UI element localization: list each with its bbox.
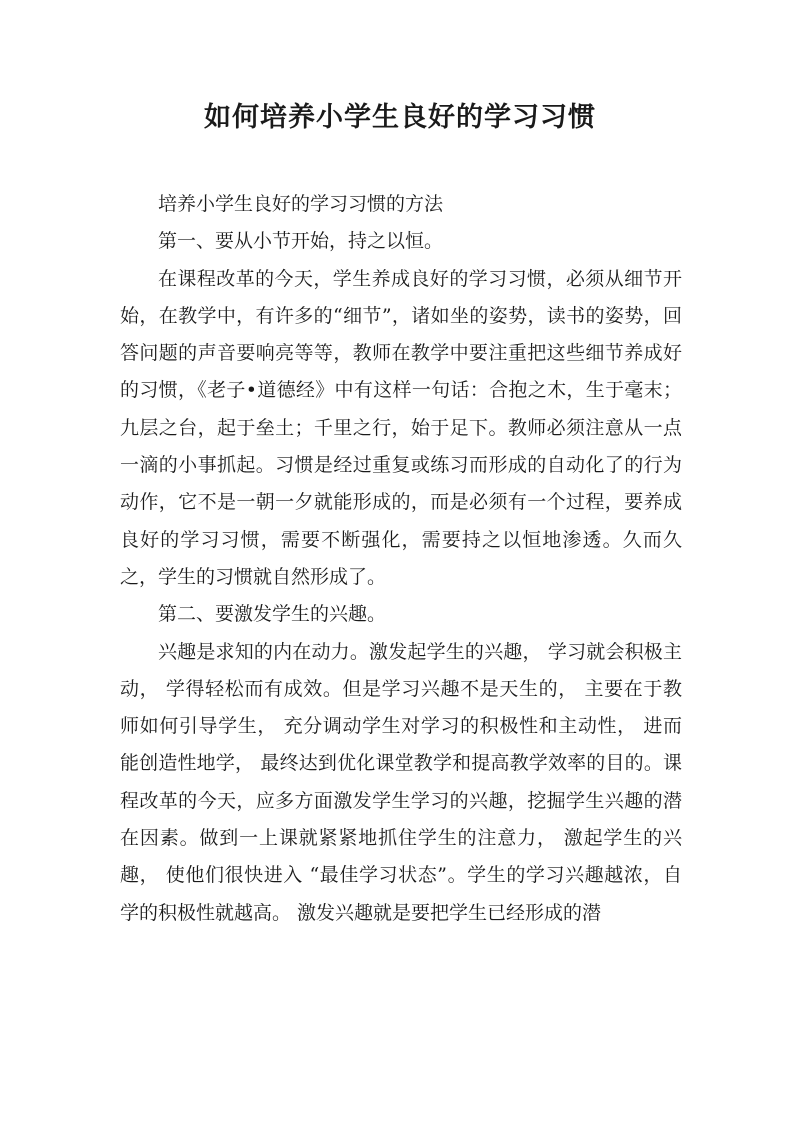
- document-title: 如何培养小学生良好的学习习惯: [204, 102, 596, 133]
- paragraph-body-1: 在课程改革的今天，学生养成良好的学习习惯，必须从细节开始，在教学中，有许多的“细节”，诸如坐的姿势，读书的姿势，回答问题的声音要响亮等等，教师在教学中要注重把这些细节养成好的习惯，《老子•道德经》中有这样一句话：合抱之木，生于毫末；九层之台，起于垒土；千里之行，始于足下。教师必须注意从一点一滴的小事抓起。习惯是经过重复或练习而形成的自动化了的行为动作，它不是一朝一夕就能形成的，而是必须有一个过程，要养成良好的学习习惯，需要不断强化，需要持之以恒地渗透。久而久之，学生的习惯就自然形成了。: [120, 267, 682, 588]
- paragraph-subtitle: 培养小学生良好的学习习惯的方法: [158, 193, 444, 215]
- paragraph-heading-2: 第二、要激发学生的兴趣。: [158, 603, 387, 626]
- paragraph-body-2: 兴趣是求知的内在动力。激发起学生的兴趣， 学习就会积极主动， 学得轻松而有成效。但是学习兴趣不是天生的， 主要在于教师如何引导学生， 充分调动学生对学习的积极性和主动性， 进而能创造性地学， 最终达到优化课堂教学和提高教学效率的目的。课程改革的今天，应多方面激发学生学习的兴趣，挖掘学生兴趣的潜在因素。做到一上课就紧紧地抓住学生的注意力， 激起学生的兴趣， 使他们很快进入 “最佳学习状态”。学生的学习兴趣越浓，自学的积极性就越高。 激发兴趣就是要把学生已经形成的潜: [120, 640, 682, 924]
- paragraph-heading-1: 第一、要从小节开始，持之以恒。: [158, 230, 444, 253]
- document-body: [120, 186, 682, 932]
